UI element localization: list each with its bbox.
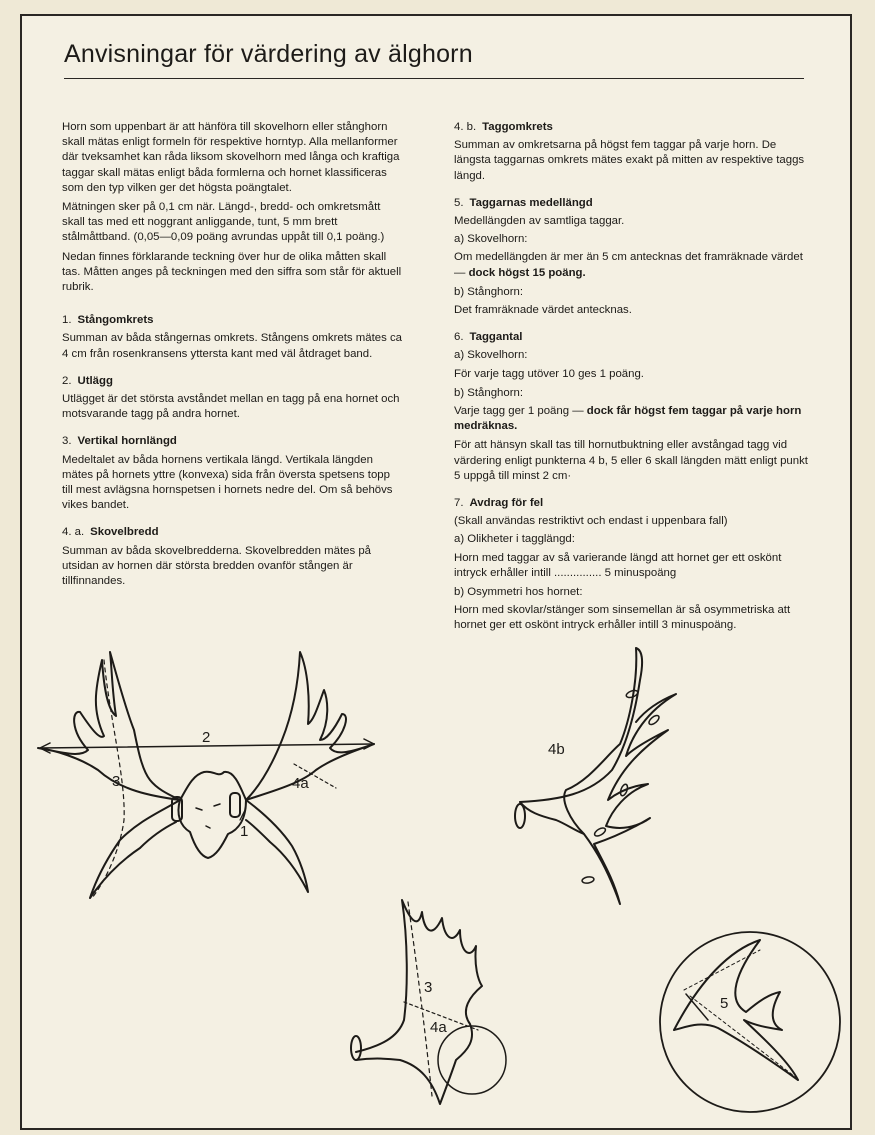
pole-burr: [515, 804, 525, 828]
section-title: Utlägg: [77, 374, 113, 387]
section-body: Summan av båda skovelbredderna. Skovelbredden mätes på utsidan av hornen där största bredden ovanför stången är tillfinnandes.: [62, 544, 371, 588]
section-title: Vertikal hornlängd: [77, 435, 177, 448]
subsection-label: a) Skovelhorn:: [454, 233, 528, 246]
subsection-text: Varje tagg ger 1 poäng —: [454, 405, 587, 418]
section-body: Summan av omkretsarna på högst fem taggar på varje horn. De längsta taggarnas omkrets mätes exakt på mitten av respektive taggs längd.: [454, 139, 805, 182]
left-antler-palm: [90, 800, 180, 898]
subsection-text: Om medellängden är mer än 5 cm antecknas det framräknade värdet —: [454, 251, 803, 279]
subsection-emphasis: dock högst 15 poäng.: [468, 266, 586, 279]
section-number: 4. b.: [454, 121, 477, 133]
section-title: Taggarnas medellängd: [469, 196, 593, 209]
pole-antler-outline: [520, 648, 676, 904]
figure-label-3-bottom: 3: [424, 979, 433, 996]
tine-circumference-mark: [593, 826, 606, 837]
single-palm-antler-drawing: [351, 900, 506, 1104]
section-title: Taggantal: [469, 331, 523, 344]
single-palm-outline: [356, 900, 482, 1104]
single-palm-burr: [351, 1036, 361, 1060]
subsection-label: b) Stånghorn:: [454, 285, 524, 298]
right-burr: [230, 793, 240, 817]
section-body: Summan av båda stångernas omkrets. Stångens omkrets mätes ca 4 cm från rosenkransens yttersta kant med väl åtdraget band.: [62, 332, 402, 360]
figure-label-4a-bottom: 4a: [430, 1019, 447, 1036]
section-title: Taggomkrets: [482, 121, 553, 133]
section-lead: Medellängden av samtliga taggar.: [454, 215, 625, 228]
figure-label-4a: 4a: [292, 775, 309, 792]
tine-circumference-mark: [582, 876, 595, 884]
intro-paragraph: Horn som uppenbart är att hänföra till skovelhorn eller stånghorn skall mätas enligt formeln för respektive horntyp. Alla mellanformer där tveksamhet kan råda liksom skovelhorn med långa och kraftiga taggar skall mätas enligt båda formlerna och hornet klassificeras som den typ vilken ger det högsta poängtalet.: [62, 121, 400, 194]
subsection-text: Horn med skovlar/stänger som sinsemellan är så osymmetriska att hornet ger ett oskönt intryck erhåller intill 3 minuspoäng.: [454, 604, 791, 632]
tine-dashed-lines: [684, 950, 794, 1076]
intro-paragraph: Mätningen sker på 0,1 cm när. Längd-, bredd- och omkretsmått skall tas med ett noggrant anliggande, tunt, 5 mm brett stålmåttband. (0,05—0,09 poäng avrundas uppåt till 0,1 poäng.): [62, 201, 385, 244]
figure-label-2: 2: [202, 729, 211, 746]
section-title: Skovelbredd: [90, 526, 159, 539]
right-antler-top: [246, 652, 374, 800]
skull-details: [196, 804, 220, 828]
section-number: 3.: [62, 435, 72, 448]
section-number: 6.: [454, 331, 464, 344]
section-number: 2.: [62, 374, 72, 387]
section-note: För att hänsyn skall tas till hornutbuktning eller avstångad tagg vid värdering enligt punkterna 4 b, 5 eller 6 skall längden mätt enligt punkt 5 uppgå till minst 2 cm·: [454, 439, 808, 482]
left-antler-top: [38, 652, 180, 800]
section-lead: (Skall användas restriktivt och endast i uppenbara fall): [454, 515, 728, 528]
figure-label-3: 3: [112, 773, 121, 790]
section-body: Medeltalet av båda hornens vertikala längd. Vertikala längden mätes på hornets yttre (konvexa) sida från översta spetsens topp till mest avlägsna hornspetsen i hornets nedre del. Om så behövs vikes bandet.: [62, 453, 393, 512]
section-title: Avdrag för fel: [469, 497, 544, 510]
pole-antler-lower-edge: [520, 802, 584, 834]
section-number: 7.: [454, 497, 464, 510]
section-number: 4. a.: [62, 526, 85, 539]
section-number: 1.: [62, 314, 72, 327]
subsection-label: a) Olikheter i tagglängd:: [454, 533, 575, 546]
page-title: Anvisningar för värdering av älghorn: [64, 40, 473, 68]
intro-paragraph: Nedan finnes förklarande teckning över hur de olika måtten skall tas. Måtten anges på teckningen med den siffra som står för aktuell rubrik.: [62, 250, 402, 294]
figure-label-5: 5: [720, 995, 729, 1012]
palmate-antler-drawing: [38, 652, 374, 898]
pole-antler-drawing: [515, 648, 676, 904]
section-body: Utlägget är det största avståndet mellan en tagg på ena hornet och motsvarande tagg på andra hornet.: [62, 393, 400, 421]
subsection-text: Horn med taggar av så varierande längd att hornet ger ett oskönt intryck erhåller intill ............... 5 minuspoäng: [454, 551, 782, 579]
section-number: 5.: [454, 196, 464, 209]
right-antler-palm: [246, 800, 308, 892]
figure-label-4b: 4b: [548, 741, 565, 758]
subsection-emphasis: dock får högst fem taggar på varje horn medräknas.: [454, 405, 802, 433]
single-palm-vertical-line: [408, 902, 432, 1096]
subsection-text: Det framräknade värdet antecknas.: [454, 304, 632, 317]
subsection-label: b) Stånghorn:: [454, 386, 524, 399]
subsection-label: a) Skovelhorn:: [454, 349, 528, 362]
tine-outline: [674, 940, 798, 1080]
subsection-text: För varje tagg utöver 10 ges 1 poäng.: [454, 367, 644, 380]
section-title: Stångomkrets: [77, 314, 154, 327]
skull-outline: [178, 772, 249, 858]
figure-label-1: 1: [240, 823, 249, 840]
tine-length-detail: [660, 932, 840, 1112]
subsection-label: b) Osymmetri hos hornet:: [454, 586, 583, 599]
